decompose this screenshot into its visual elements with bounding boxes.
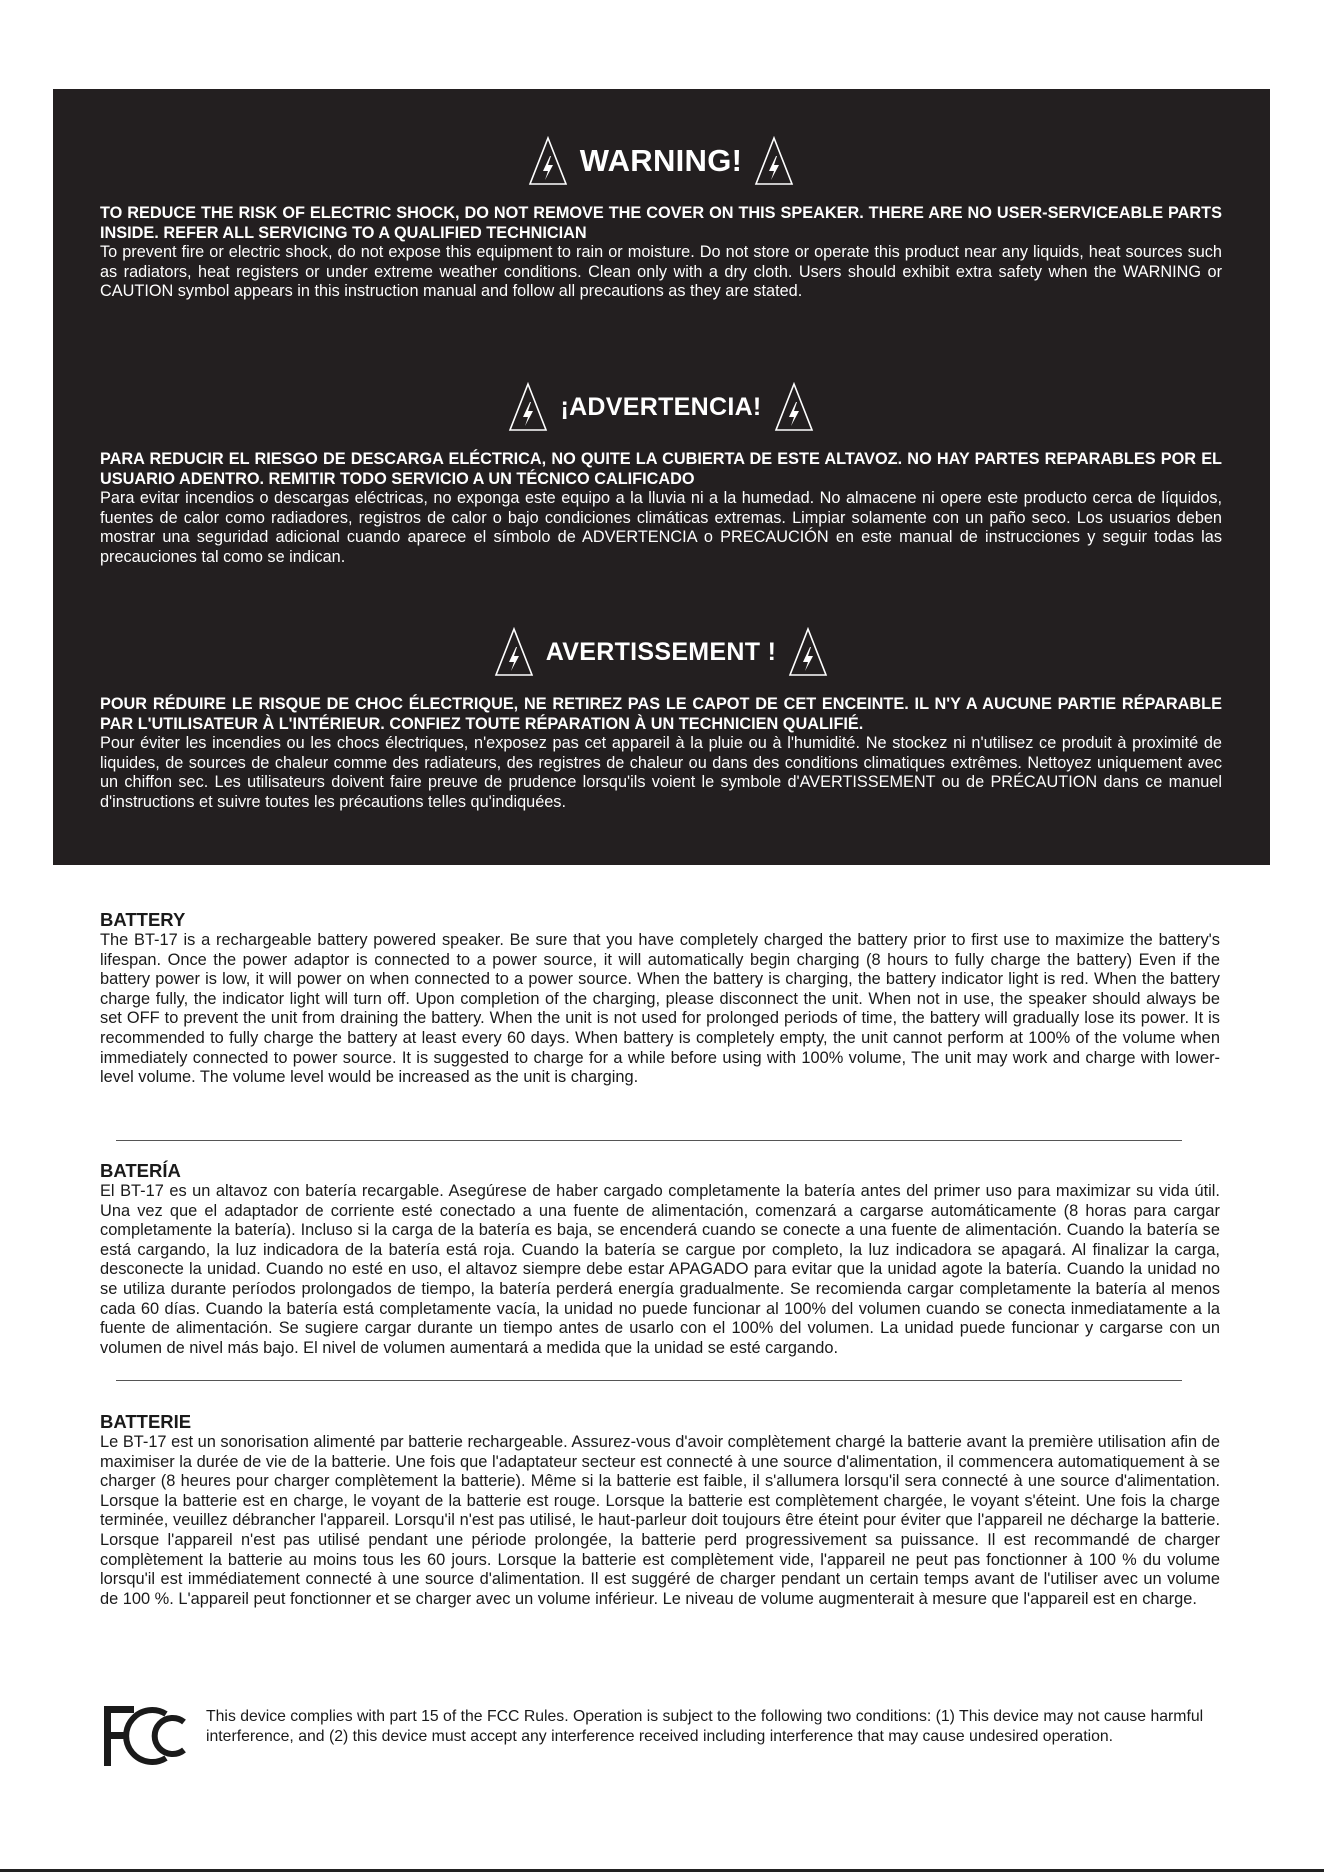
bateria-title: BATERÍA xyxy=(100,1160,181,1181)
battery-body-text: The BT-17 is a rechargeable battery powered speaker. Be sure that you have completely charged the battery prior to first use to maximize the battery's lifespan. Once the power adaptor is connected to a power source, it will automatically begin charging (8 hours to fully charge the battery) Even if the battery power is low, it will power on when connected to a power source. When the battery is charging, the battery indicator light is red. When the battery charge fully, the indicator light will turn off. Upon completion of the charging, please disconnect the unit. When not in use, the speaker should always be set OFF to prevent the unit from draining the battery. When the unit is not used for prolonged periods of time, the battery will gradually lose its power. It is recommended to fully charge the battery at least every 60 days. When battery is completely empty, the unit cannot perform at 100% of the volume when immediately connected to power source. It is suggested to charge for a while before using with 100% volume, The unit may work and charge with lower-level volume. The volume level would be increased as the unit is charging. xyxy=(100,931,1220,1087)
warning-section-fr xyxy=(100,624,1222,812)
section-divider xyxy=(116,1140,1182,1141)
electric-shock-warning-icon xyxy=(528,136,568,186)
avertissement-title: AVERTISSEMENT ! xyxy=(545,637,777,666)
section-divider xyxy=(116,1380,1182,1381)
advertencia-body-text: Para evitar incendios o descargas eléctricas, no exponga este equipo a la lluvia ni a la humedad. No almacene ni opere este producto cerca de líquidos, fuentes de calor como radiadores, registros de calor o bajo condiciones climáticas extremas. Limpiar solamente con un paño seco. Los usuarios deben mostrar una seguridad adicional cuando aparece el símbolo de ADVERTENCIA o PRECAUCIÓN en este manual de instrucciones y seguir todas las precauciones tal como se indican. xyxy=(100,489,1222,566)
warning-heading-es xyxy=(100,379,1222,435)
warning-heading-fr xyxy=(100,624,1222,680)
warning-section-en xyxy=(100,133,1222,302)
warning-caps-text: TO REDUCE THE RISK OF ELECTRIC SHOCK, DO NOT REMOVE THE COVER ON THIS SPEAKER. THERE ARE NO USER-SERVICEABLE PARTS INSIDE. REFER ALL SERVICING TO A QUALIFIED TECHNICIAN xyxy=(100,204,1222,242)
warning-panel xyxy=(53,89,1270,865)
battery-section-es xyxy=(100,1160,1220,1358)
batterie-body-text: Le BT-17 est un sonorisation alimenté par batterie rechargeable. Assurez-vous d'avoir complètement chargé la batterie avant la première utilisation afin de maximiser la durée de vie de la batterie. Une fois que l'adaptateur secteur est connecté à une source d'alimentation, il commencera automatiquement à se charger (8 heures pour charger complètement la batterie). Même si la batterie est faible, il s'allumera lorsqu'il sera connecté à une source d'alimentation. Lorsque la batterie est en charge, le voyant de la batterie est rouge. Lorsque la batterie est complètement chargée, le voyant s'éteint. Une fois la charge terminée, veuillez débrancher l'appareil. Lorsqu'il n'est pas utilisé, le haut-parleur doit toujours être éteint pour éviter que l'appareil ne décharge la batterie. Lorsque l'appareil n'est pas utilisé pendant une période prolongée, la batterie perd progressivement sa puissance. Il est recommandé de charger complètement la batterie au moins tous les 60 jours. Lorsque la batterie est complètement vide, l'appareil ne peut pas fonctionner à 100 % du volume lorsqu'il est immédiatement connecté à une source d'alimentation. Il est suggéré de charger pendant un certain temps avant de l'utiliser avec un volume de 100 %. L'appareil peut fonctionner et se charger avec un volume inférieur. Le niveau de volume augmenterait à mesure que l'appareil est en charge. xyxy=(100,1433,1220,1608)
warning-title: WARNING! xyxy=(579,143,743,178)
electric-shock-warning-icon xyxy=(508,382,548,432)
fcc-compliance-text: This device complies with part 15 of the FCC Rules. Operation is subject to the following two conditions: (1) This device may not cause harmful interference, and (2) this device must accept any interference received including interference that may cause undesired operation. xyxy=(206,1708,1204,1745)
battery-section-en xyxy=(100,909,1220,1088)
battery-section-fr xyxy=(100,1411,1220,1609)
electric-shock-warning-icon xyxy=(788,627,828,677)
advertencia-title: ¡ADVERTENCIA! xyxy=(560,392,762,421)
bateria-body-text: El BT-17 es un altavoz con batería recargable. Asegúrese de haber cargado completamente la batería antes del primer uso para maximizar su vida útil. Una vez que el adaptador de corriente esté conectado a una fuente de alimentación, comenzará a cargarse automáticamente (8 horas para cargar completamente la batería). Incluso si la carga de la batería es baja, se encenderá cuando se conecte a una fuente de alimentación. Cuando la batería se está cargando, la luz indicadora de la batería está roja. Cuando la batería se cargue por completo, la luz indicadora se apagará. Al finalizar la carga, desconecte la unidad. Cuando no esté en uso, el altavoz siempre debe estar APAGADO para evitar que la unidad agote la batería. Cuando la unidad no se utiliza durante períodos prolongados de tiempo, la batería perderá energía gradualmente. Se recomienda cargar completamente la batería al menos cada 60 días. Cuando la batería está completamente vacía, la unidad no puede funcionar al 100% del volumen cuando se conecta inmediatamente a la fuente de alimentación. Se sugiere cargar durante un tiempo antes de usarlo con el 100% del volumen. La unidad puede funcionar y cargarse con un volumen de nivel más bajo. El nivel de volumen aumentará a medida que la unidad se esté cargando. xyxy=(100,1182,1220,1357)
avertissement-body-text: Pour éviter les incendies ou les chocs électriques, n'exposez pas cet appareil à la pluie ou à l'humidité. Ne stockez ni n'utilisez ce produit à proximité de liquides, de sources de chaleur comme des radiateurs, des registres de chaleur ou dans des conditions climatiques extrêmes. Nettoyez uniquement avec un chiffon sec. Les utilisateurs doivent faire preuve de prudence lorsqu'ils voient le symbole d'AVERTISSEMENT ou de PRÉCAUTION dans ce manuel d'instructions et suivre toutes les précautions telles qu'indiquées. xyxy=(100,734,1222,811)
fcc-logo-icon xyxy=(102,1700,194,1772)
warning-body-text: To prevent fire or electric shock, do not expose this equipment to rain or moisture. Do not store or operate this product near any liquids, heat sources such as radiators, heat registers or under extreme weather conditions. Clean only with a dry cloth. Users should exhibit extra safety when the WARNING or CAUTION symbol appears in this instruction manual and follow all precautions as they are stated. xyxy=(100,243,1222,300)
advertencia-caps-text: PARA REDUCIR EL RIESGO DE DESCARGA ELÉCTRICA, NO QUITE LA CUBIERTA DE ESTE ALTAVOZ. NO HAY PARTES REPARABLES POR EL USUARIO ADENTRO. REMITIR TODO SERVICIO A UN TÉCNICO CALIFICADO xyxy=(100,450,1222,488)
electric-shock-warning-icon xyxy=(774,382,814,432)
warning-heading-en xyxy=(100,133,1222,189)
electric-shock-warning-icon xyxy=(754,136,794,186)
avertissement-caps-text: POUR RÉDUIRE LE RISQUE DE CHOC ÉLECTRIQUE, NE RETIREZ PAS LE CAPOT DE CET ENCEINTE. IL N'Y A AUCUNE PARTIE RÉPARABLE PAR L'UTILISATEUR À L'INTÉRIEUR. CONFIEZ TOUTE RÉPARATION À UN TECHNICIEN QUALIFIÉ. xyxy=(100,695,1222,733)
batterie-title: BATTERIE xyxy=(100,1411,192,1432)
battery-title: BATTERY xyxy=(100,909,186,930)
warning-section-es xyxy=(100,379,1222,567)
electric-shock-warning-icon xyxy=(494,627,534,677)
